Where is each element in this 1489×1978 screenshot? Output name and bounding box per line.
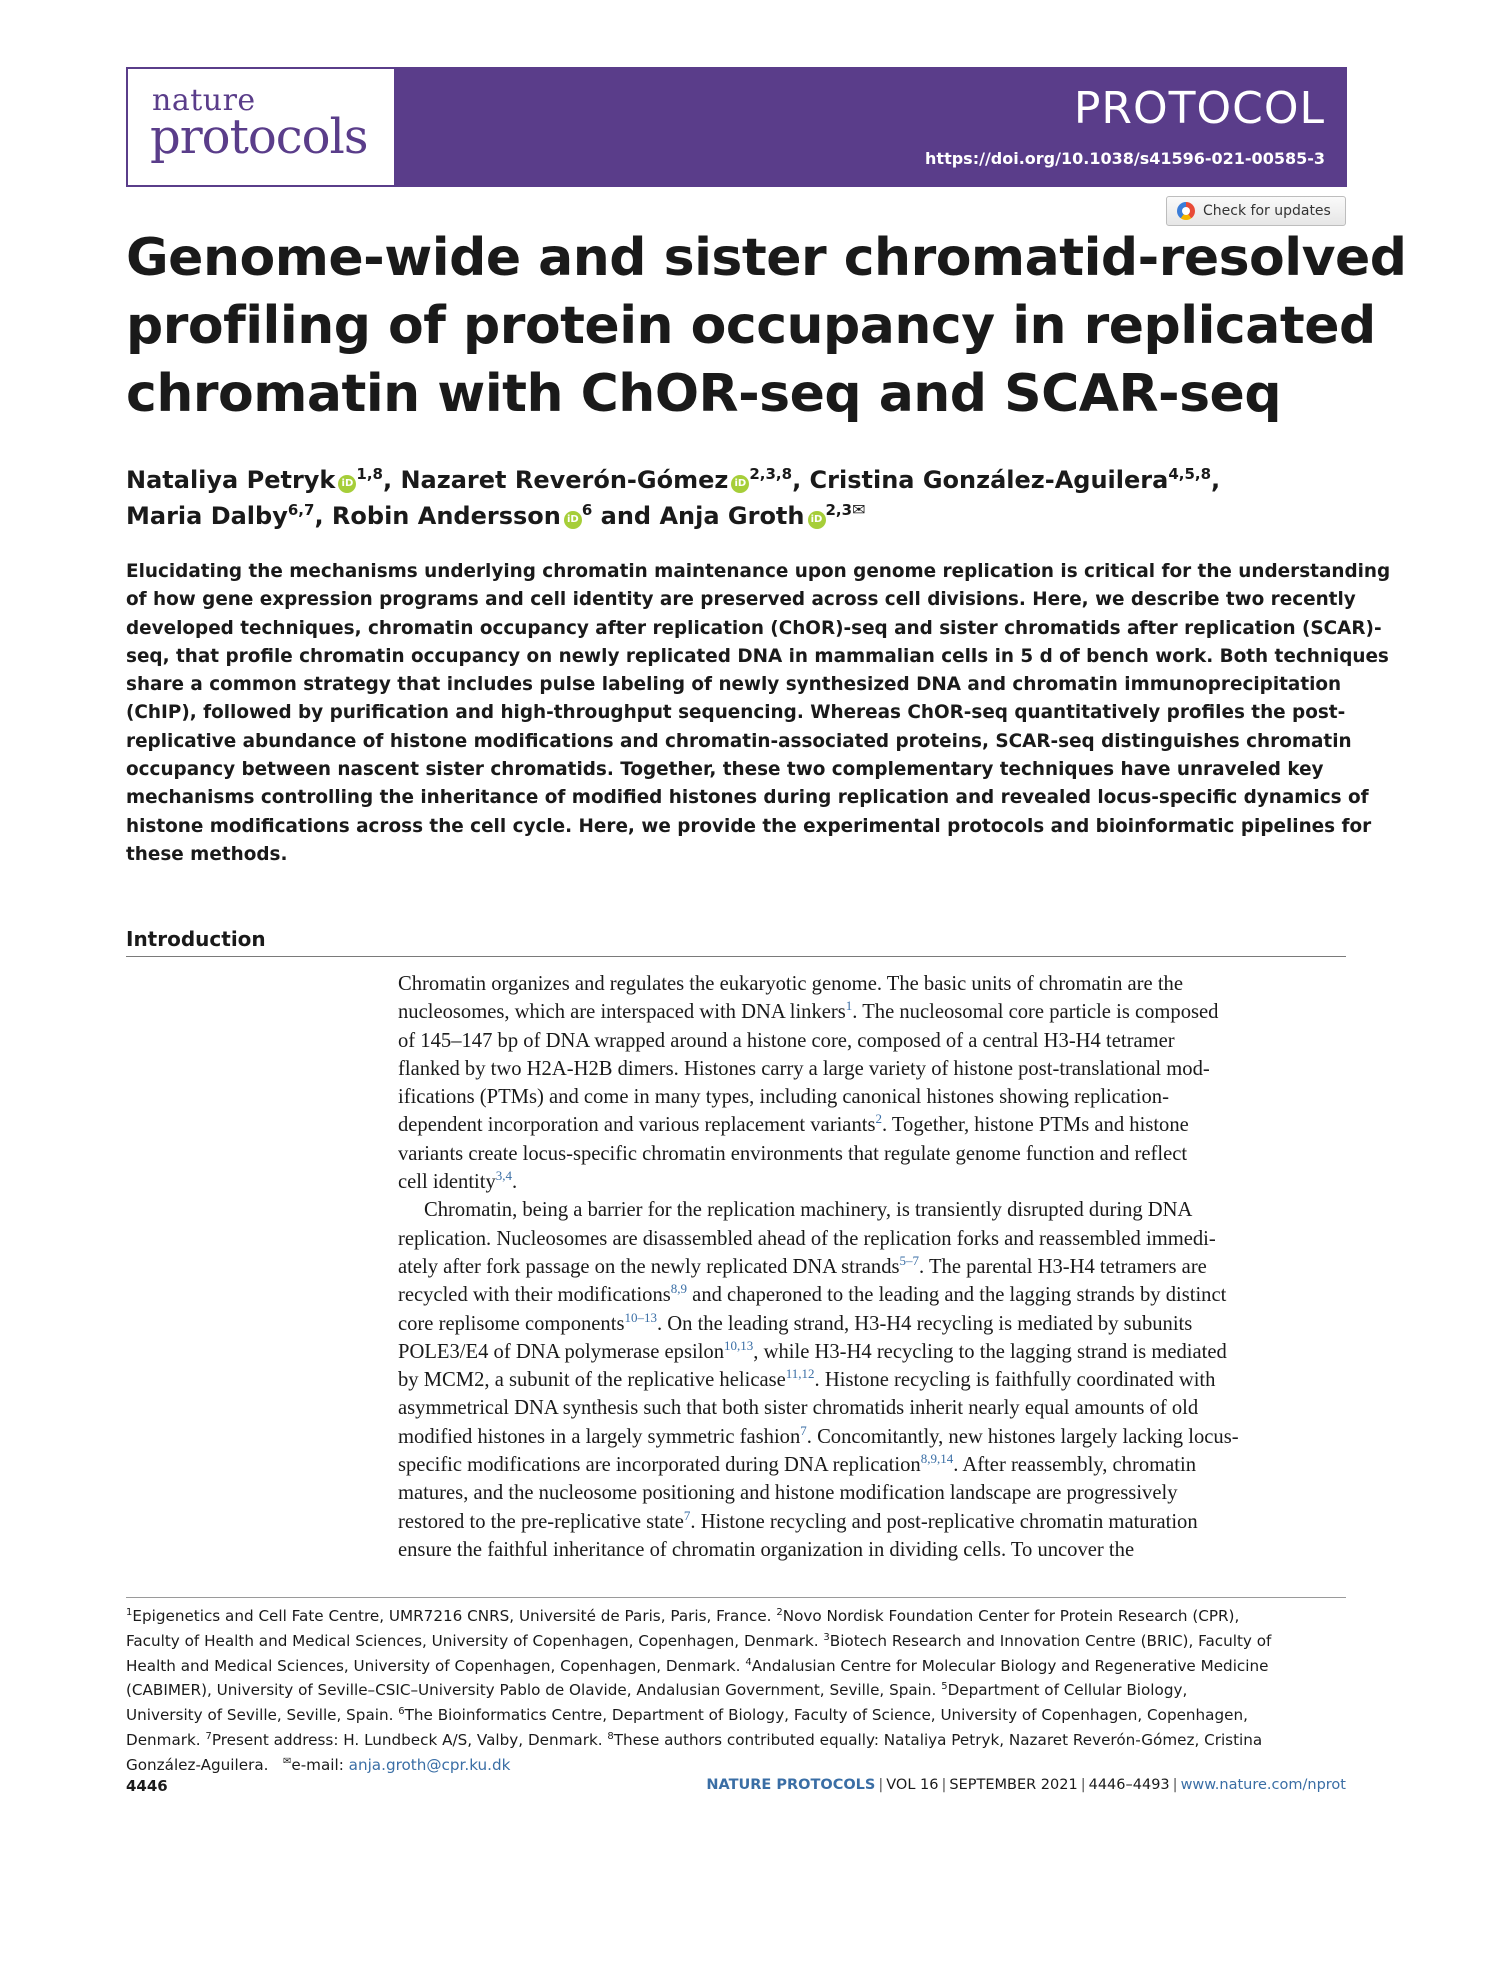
logo-protocols-text: protocols [150, 109, 368, 165]
journal-date: SEPTEMBER 2021 [949, 1777, 1078, 1793]
section-heading-introduction: Introduction [126, 927, 266, 951]
header-band [396, 67, 1347, 187]
title-line: profiling of protein occupancy in replicated [126, 296, 1376, 356]
body-line: by MCM2, a subunit of the replicative helicase$^{11,12}$. Histone recycling is faithfully coordinated with [398, 1366, 1216, 1392]
orcid-icon[interactable]: iD [338, 475, 356, 493]
affiliations-footnotes [126, 1604, 1346, 1778]
body-line: ately after fork passage on the newly replicated DNA strands$^{5-7}$. The parental H3-H4 tetramers are [398, 1253, 1207, 1278]
author-name[interactable]: Anja Groth [659, 502, 805, 530]
body-line: flanked by two H2A-H2B dimers. Histones carry a large variety of histone post-translational mod- [398, 1057, 1210, 1080]
abstract-line: share a common strategy that includes pulse labeling of newly synthesized DNA and chromatin immunoprecipitation [126, 674, 1342, 696]
citation-link[interactable]: 7 [800, 1422, 807, 1438]
footnote-line: González-Aguilera. ✉e-mail: anja.groth@cpr.ku.dk [126, 1755, 511, 1774]
body-line: of 145–147 bp of DNA wrapped around a histone core, composed of a central H3-H4 tetramer [398, 1029, 1175, 1052]
author-name[interactable]: Nazaret Reverón-Gómez [400, 466, 729, 494]
body-line: nucleosomes, which are interspaced with DNA linkers$^1$. The nucleosomal core particle is composed [398, 998, 1219, 1024]
author-name[interactable]: Nataliya Petryk [126, 466, 336, 494]
body-line: dependent incorporation and various replacement variants$^2$. Together, histone PTMs and histone [398, 1111, 1189, 1137]
abstract-line: these methods. [126, 843, 288, 865]
footnote-divider [126, 1597, 1346, 1598]
article-title [126, 224, 1407, 428]
author-line-1: Nataliya Petryk iD$^{1,8}$, Nazaret Reverón-Gómez iD$^{2,3,8}$, Cristina González-Aguilera$^{4,5,8}$, [126, 465, 1221, 494]
citation-link[interactable]: 1 [845, 998, 853, 1014]
journal-name: NATURE PROTOCOLS [706, 1777, 876, 1793]
citation-link[interactable]: 8,9,14 [920, 1451, 954, 1467]
author-affiliation: 1,8 [356, 465, 383, 483]
abstract-line: developed techniques, chromatin occupancy after replication (ChOR)-seq and sister chromatids after replication (SCAR)- [126, 617, 1382, 639]
body-line: restored to the pre-replicative state$^7$. Histone recycling and post-replicative chromatin maturation [398, 1507, 1198, 1533]
orcid-icon[interactable]: iD [564, 511, 582, 529]
footnote-line: (CABIMER), University of Seville–CSIC–University Pablo de Olavide, Andalusian Government, Seville, Spain. $^5$Department of Cellular Biology, [126, 1681, 1188, 1700]
abstract-line: (ChIP), followed by purification and high-throughput sequencing. Whereas ChOR-seq quantitatively profiles the post- [126, 702, 1346, 724]
author-affiliation: 2,3,8 [749, 465, 793, 483]
abstract-line: histone modifications across the cell cycle. Here, we provide the experimental protocols and bioinformatic pipelines for [126, 815, 1372, 837]
check-for-updates-label: Check for updates [1203, 203, 1331, 219]
body-line: modified histones in a largely symmetric fashion$^7$. Concomitantly, new histones largely lacking locus- [398, 1422, 1239, 1448]
footnote-line: Faculty of Health and Medical Sciences, University of Copenhagen, Copenhagen, Denmark. $^3$Biotech Research and Innovation Centre (BRIC), Faculty of [126, 1631, 1272, 1650]
journal-logo [126, 67, 396, 187]
citation-link[interactable]: 3,4 [495, 1168, 513, 1184]
abstract-line: of how gene expression programs and cell identity are preserved across cell divisions. Here, we describe two recently [126, 589, 1356, 611]
envelope-icon[interactable]: ✉ [852, 500, 866, 519]
abstract-line: mechanisms controlling the inheritance of modified histones during replication and revealed locus-specific dynamics of [126, 787, 1369, 809]
citation-link[interactable]: 10,13 [724, 1338, 754, 1353]
abstract-line: Elucidating the mechanisms underlying chromatin maintenance upon genome replication is critical for the understanding [126, 561, 1391, 582]
journal-citation: NATURE PROTOCOLS | VOL 16 | SEPTEMBER 2021 | 4446–4493 | www.nature.com/nprot [706, 1777, 1346, 1793]
author-conjunction: and [600, 502, 652, 530]
body-line: POLE3/E4 of DNA polymerase epsilon$^{10,13}$, while H3-H4 recycling to the lagging strand is mediated [398, 1338, 1227, 1363]
journal-pages: 4446–4493 [1088, 1777, 1170, 1793]
crossmark-icon [1177, 202, 1195, 220]
orcid-icon[interactable]: iD [808, 511, 826, 529]
body-line: cell identity$^{3,4}$. [398, 1168, 518, 1194]
author-affiliation: 6 [581, 501, 593, 519]
footnote-line: Denmark. $^7$Present address: H. Lundbeck A/S, Valby, Denmark. $^8$These authors contributed equally: Nataliya Petryk, Nazaret Reverón-Gómez, Cristina [126, 1730, 1263, 1749]
title-line: Genome-wide and sister chromatid-resolved [126, 228, 1407, 288]
abstract [126, 558, 1391, 869]
body-line: Chromatin organizes and regulates the eukaryotic genome. The basic units of chromatin are the [398, 973, 1183, 995]
author-affiliation: 2,3 [825, 501, 853, 519]
body-line: Chromatin, being a barrier for the replication machinery, is transiently disrupted during DNA [424, 1199, 1193, 1222]
abstract-line: seq, that profile chromatin occupancy on newly replicated DNA in mammalian cells in 5 d of bench work. Both techniques [126, 645, 1389, 667]
orcid-icon[interactable]: iD [731, 475, 749, 493]
check-for-updates-button[interactable] [1166, 196, 1346, 226]
body-line: variants create locus-specific chromatin environments that regulate genome function and reflect [398, 1142, 1188, 1165]
body-line: specific modifications are incorporated during DNA replication$^{8,9,14}$. After reassembly, chromatin [398, 1451, 1197, 1477]
doi-link[interactable]: https://doi.org/10.1038/s41596-021-00585-3 [925, 149, 1325, 168]
author-line-2: Maria Dalby$^{6,7}$, Robin Andersson $iD^6$ and Anja Groth $iD^{2,3✉}$ [126, 500, 866, 530]
citation-link[interactable]: 5–7 [899, 1253, 920, 1269]
author-affiliation: 4,5,8 [1168, 465, 1212, 483]
body-line: ifications (PTMs) and come in many types, including canonical histones showing replication- [398, 1086, 1169, 1109]
abstract-line: replicative abundance of histone modifications and chromatin-associated proteins, SCAR-seq distinguishes chromatin [126, 730, 1352, 752]
citation-link[interactable]: 11,12 [785, 1366, 815, 1382]
email-link[interactable]: anja.groth@cpr.ku.dk [348, 1755, 511, 1774]
body-line: asymmetrical DNA synthesis such that both sister chromatids inherit nearly equal amounts of old [398, 1397, 1199, 1420]
page-number: 4446 [126, 1777, 168, 1795]
introduction-body [398, 970, 1346, 1564]
citation-link[interactable]: 8,9 [670, 1281, 688, 1297]
author-affiliation: 6,7 [287, 501, 315, 519]
footnote-line: Health and Medical Sciences, University of Copenhagen, Copenhagen, Denmark. $^4$Andalusian Centre for Molecular Biology and Regenerative Medicine [126, 1656, 1269, 1675]
envelope-icon: ✉ [282, 1755, 292, 1767]
abstract-line: occupancy between nascent sister chromatids. Together, these two complementary techniques have unraveled key [126, 759, 1324, 781]
journal-volume: VOL 16 [886, 1777, 939, 1793]
citation-link[interactable]: 7 [683, 1507, 691, 1523]
body-line: ensure the faithful inheritance of chromatin organization in dividing cells. To uncover the [398, 1538, 1135, 1561]
author-list [126, 462, 1346, 534]
body-line: matures, and the nucleosome positioning and histone modification landscape are progressively [398, 1482, 1178, 1505]
citation-link[interactable]: 2 [875, 1111, 882, 1127]
author-name[interactable]: Robin Andersson [331, 502, 561, 530]
footnote-line: University of Seville, Seville, Spain. $^6$The Bioinformatics Centre, Department of Biology, Faculty of Science, University of Copenhagen, Copenhagen, [126, 1706, 1248, 1725]
article-type-label: PROTOCOL [1073, 83, 1325, 134]
footnote-line: $^1$Epigenetics and Cell Fate Centre, UMR7216 CNRS, Université de Paris, Paris, France. $^2$Novo Nordisk Foundation Center for Protein Research (CPR), [126, 1606, 1240, 1625]
title-line: chromatin with ChOR-seq and SCAR-seq [126, 364, 1282, 424]
journal-url-link[interactable]: www.nature.com/nprot [1180, 1777, 1346, 1793]
citation-link[interactable]: 10–13 [624, 1309, 657, 1325]
body-line: recycled with their modifications$^{8,9}$ and chaperoned to the leading and the lagging strands by distinct [398, 1281, 1227, 1307]
body-line: core replisome components$^{10-13}$. On the leading strand, H3-H4 recycling is mediated by subunits [398, 1309, 1193, 1335]
author-name[interactable]: Cristina González-Aguilera [809, 466, 1169, 494]
body-line: replication. Nucleosomes are disassembled ahead of the replication forks and reassembled immedi- [398, 1227, 1216, 1250]
section-divider [126, 956, 1346, 957]
author-name[interactable]: Maria Dalby [126, 502, 288, 530]
logo-nature-text: nature [152, 83, 256, 118]
